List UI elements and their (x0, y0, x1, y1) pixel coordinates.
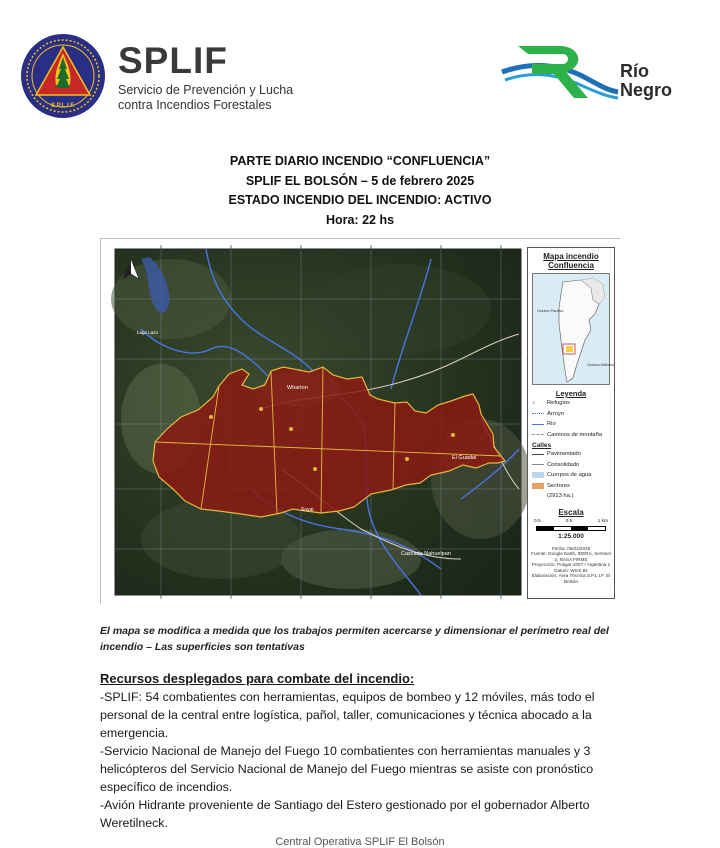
org-subtitle-1: Servicio de Prevención y Lucha (118, 83, 294, 97)
map-caption: El mapa se modifica a medida que los trabajos permiten acercarse y dimensionar el perímetro real del incendio – Las superficies son tentativas (100, 625, 609, 653)
org-name: SPLIF (118, 40, 228, 81)
legend-agua: Cuerpos de agua (528, 470, 614, 481)
legend-title-1: Mapa incendio (543, 252, 599, 261)
province-line-1: Río (620, 61, 649, 81)
province-line-2: Negro (620, 80, 673, 100)
label-lake: Lago Lazo (137, 330, 159, 335)
title-line-2: SPLIF EL BOLSÓN – 5 de febrero 2025 (245, 173, 475, 188)
scale-bar (536, 526, 606, 531)
legend-sectores: Sectores (528, 481, 614, 492)
location-inset-map (532, 273, 615, 385)
resources-section (100, 670, 620, 832)
resources-heading: Recursos desplegados para combate del incendio: (100, 671, 415, 686)
legend-consolidado: Consolidado (528, 460, 614, 471)
stream-icon (532, 413, 544, 414)
scale-labels: 0.5 0.5 1 km (534, 518, 608, 524)
report-title (0, 152, 720, 230)
legend-arroyo: Arroyo (528, 409, 614, 420)
footer-partial: Central Operativa SPLIF El Bolsón (275, 836, 445, 848)
resource-item-avion: -Avión Hidrante proveniente de Santiago del Estero gestionado por el gobernador Alberto Weretilneck. (100, 798, 590, 830)
province-name (620, 62, 672, 100)
legend-roads-title: Calles (532, 442, 552, 449)
water-icon (532, 472, 544, 478)
title-line-1: PARTE DIARIO INCENDIO “CONFLUENCIA” (229, 154, 491, 168)
splif-brand (118, 42, 293, 113)
label-cascada: Cascada Nahuelpan (401, 551, 451, 557)
resource-item-splif: -SPLIF: 54 combatientes con herramientas, equipos de bombeo y 12 móviles, más todo el personal de la central entre logística, pañol, taller, comunicaciones y técnica abocado a la emergencia. (100, 690, 595, 740)
sector-icon (532, 483, 544, 489)
legend-title-2: Confluencia (548, 261, 594, 270)
org-subtitle-2: contra Incendios Forestales (118, 98, 272, 112)
gravel-road-icon (532, 464, 544, 465)
fire-map (100, 238, 620, 604)
label-suyai: Suyai (301, 507, 314, 513)
trail-icon (532, 434, 544, 435)
argentina-outline (533, 274, 613, 386)
scale-ratio: 1:25.000 (558, 532, 584, 540)
scale-title: Escala (558, 507, 584, 517)
rio-negro-logo (500, 40, 620, 110)
label-wharton: Wharton (287, 385, 308, 391)
resource-item-snmf: -Servicio Nacional de Manejo del Fuego 10 combatientes con herramientas manuales y 3 helicópteros del Servicio Nacional de Manejo del Fuego mientras se asiste con pronóstico específico de incendios. (100, 744, 594, 794)
title-line-4: Hora: 22 hs (325, 212, 395, 227)
legend-refugios: ⌂ Refugios (532, 400, 570, 407)
map-legend (527, 247, 615, 599)
title-line-3: ESTADO INCENDIO DEL INCENDIO: ACTIVO (228, 193, 492, 207)
map-metadata: Fecha: 05/02/2025 Fuente: Google Earth, IDERA, Sentinel 2, NASA FIRMS Proyección: Posgar 2007 / Argentina 1 Datum: WGS 84 Elaboración: Área Técnica S.P.L.I.F. El Bolsón (531, 545, 611, 585)
splif-seal-logo (20, 33, 106, 119)
legend-rio: Rio (528, 419, 614, 430)
legend-section-title: Leyenda (555, 389, 587, 398)
legend-area: (2913 ha.) (547, 493, 574, 500)
legend-pavimentado: Pavimentado (528, 449, 614, 460)
label-el-guadal: El Guadal (452, 455, 477, 461)
paved-road-icon (532, 454, 544, 455)
seal-text: S.P.L.I.F. (51, 103, 75, 109)
inset-pacific: Océano Pacífico (537, 309, 564, 313)
river-icon (532, 424, 544, 425)
legend-caminos: Caminos de montaña (528, 430, 614, 441)
inset-atlantic: Océano Atlántico (587, 363, 615, 367)
refuge-icon: ⌂ (532, 400, 536, 407)
